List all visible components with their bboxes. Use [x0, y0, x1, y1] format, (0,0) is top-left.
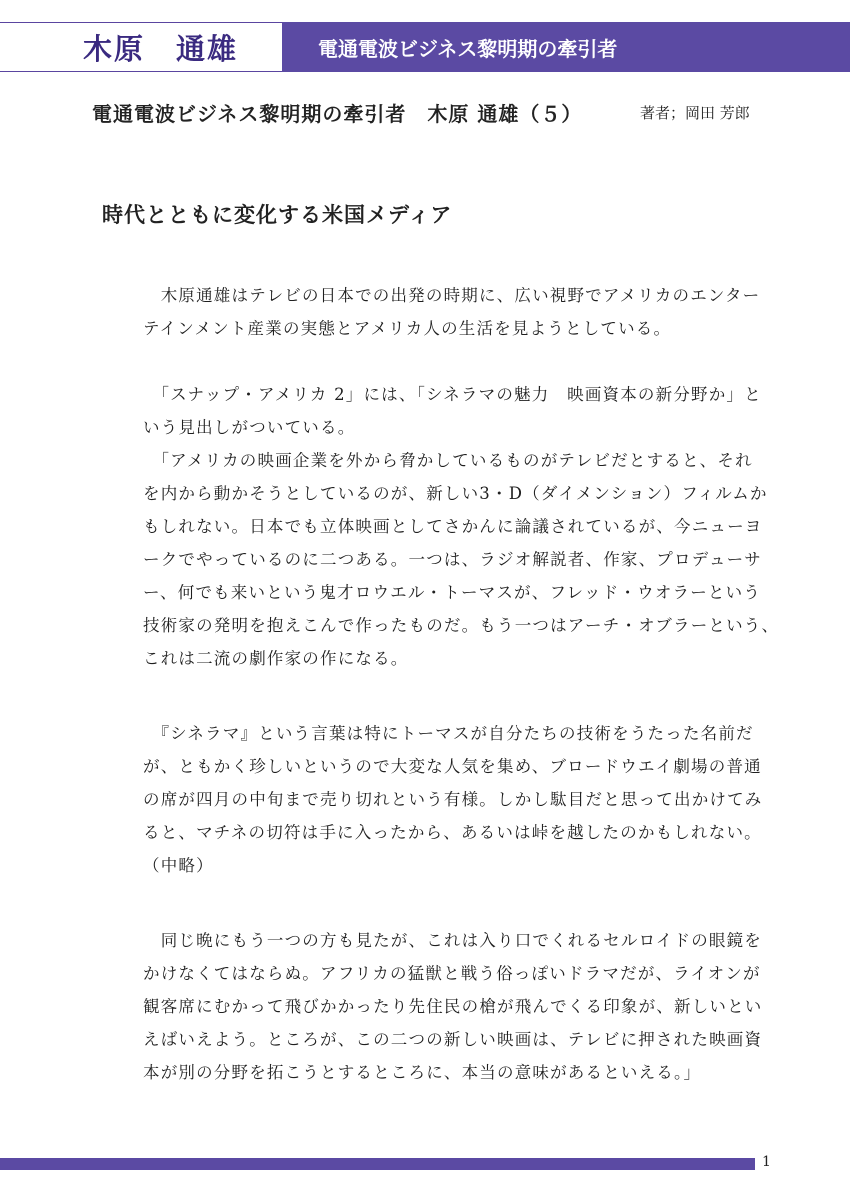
text-line: 『シネラマ』という言葉は特にトーマスが自分たちの技術をうたった名前だ	[143, 724, 754, 743]
text-line: を内から動かそうとしているのが、新しい3・D（ダイメンション）フィルムか	[143, 484, 768, 503]
section-heading: 時代とともに変化する米国メディア	[102, 203, 453, 227]
article-author: 著者；岡田 芳郎	[640, 104, 750, 122]
header-name: 木原 通雄	[83, 32, 239, 66]
text-line: かけなくてはならぬ。アフリカの猛獣と戦う俗っぽいドラマだが、ライオンが	[143, 964, 761, 983]
text-line: 同じ晩にもう一つの方も見たが、これは入り口でくれるセルロイドの眼鏡を	[143, 931, 763, 950]
paragraph-3	[143, 717, 763, 882]
text-line: 「アメリカの映画企業を外から脅かしているものがテレビだとすると、それ	[143, 451, 753, 470]
text-line: が、ともかく珍しいというので大変な人気を集め、ブロードウエイ劇場の普通	[143, 757, 762, 776]
text-line: もしれない。日本でも立体映画としてさかんに論議されているが、今ニューヨ	[143, 517, 763, 536]
text-line: 「スナップ・アメリカ 2」には、「シネラマの魅力 映画資本の新分野か」と	[143, 385, 762, 404]
text-line: ると、マチネの切符は手に入ったから、あるいは峠を越したのかもしれない。	[143, 823, 762, 842]
page-number: 1	[762, 1154, 771, 1170]
text-line: 本が別の分野を拓こうとするところに、本当の意味があるといえる。」	[143, 1063, 702, 1082]
text-line: これは二流の劇作家の作になる。	[143, 649, 409, 668]
footer-bar	[0, 1158, 755, 1170]
paragraph-2	[143, 378, 780, 675]
text-line: の席が四月の中旬まで売り切れという有様。しかし駄目だと思って出かけてみ	[143, 790, 763, 809]
text-line: 観客席にむかって飛びかかったり先住民の槍が飛んでくる印象が、新しいとい	[143, 997, 763, 1016]
text-line: いう見出しがついている。	[143, 418, 356, 437]
header-name-box	[0, 22, 282, 72]
article-title: 電通電波ビジネス黎明期の牽引者 木原 通雄（５）	[92, 102, 583, 126]
paragraph-1	[143, 279, 761, 345]
paragraph-4	[143, 924, 763, 1089]
text-line: テインメント産業の実態とアメリカ人の生活を見ようとしている。	[143, 319, 672, 338]
text-line: ークでやっているのに二つある。一つは、ラジオ解説者、作家、プロデューサ	[143, 550, 763, 569]
text-line: ー、何でも来いという鬼才ロウエル・トーマスが、フレッド・ウオラーという	[143, 583, 762, 602]
header-series-title: 電通電波ビジネス黎明期の牽引者	[318, 37, 618, 61]
text-line: えばいえよう。ところが、この二つの新しい映画は、テレビに押された映画資	[143, 1030, 763, 1049]
text-line: （中略）	[143, 856, 214, 875]
text-line: 木原通雄はテレビの日本での出発の時期に、広い視野でアメリカのエンター	[143, 286, 761, 305]
header-series-banner	[282, 22, 850, 72]
text-line: 技術家の発明を抱えこんで作ったものだ。もう一つはアーチ・オブラーという、	[143, 616, 780, 635]
